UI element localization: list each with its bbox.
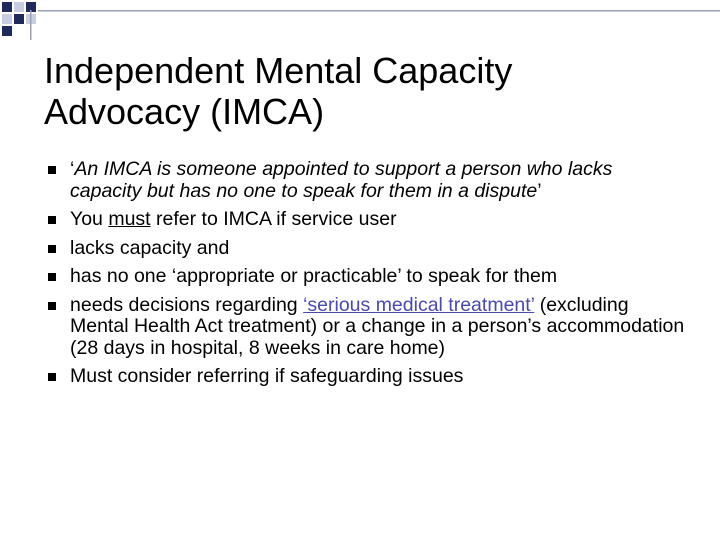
- must-emphasis: must: [108, 208, 151, 230]
- bullet-no-one: [48, 266, 688, 288]
- definition-text: An IMCA is someone appointed to support a person who lacks capacity but has no one to speak for them in a dispute: [70, 158, 613, 202]
- slide-title: [44, 50, 684, 132]
- close-quote: ’: [537, 179, 542, 202]
- deco-square-dark: [14, 14, 24, 24]
- bullet-square-icon: [48, 245, 56, 253]
- no-one-text: has no one ‘appropriate or practicable’ to speak for them: [70, 265, 558, 287]
- bullet-square-icon: [48, 216, 56, 224]
- deco-square-light: [14, 2, 24, 12]
- bullet-square-icon: [48, 166, 56, 174]
- bullet-list: [48, 159, 688, 395]
- bullet-decisions: [48, 295, 688, 360]
- corner-decoration: [0, 0, 720, 40]
- bullet-safeguarding: [48, 366, 688, 388]
- bullet-lacks-capacity: [48, 238, 688, 260]
- bullet-square-icon: [48, 273, 56, 281]
- decisions-post: (excluding Mental Health Act treatment) or a change in a person’s accommodation (28 days in hospital, 8 weeks in care home): [70, 293, 685, 359]
- must-refer-post: refer to IMCA if service user: [150, 208, 397, 230]
- bullet-definition: [48, 159, 688, 202]
- decisions-pre: needs decisions regarding: [70, 293, 304, 316]
- deco-square-dark: [2, 2, 12, 12]
- title-line-1: Independent Mental Capacity: [44, 50, 513, 91]
- bullet-must-refer: [48, 209, 688, 231]
- deco-square-dark: [2, 26, 12, 36]
- must-refer-pre: You: [70, 208, 109, 230]
- deco-rule: [38, 10, 720, 12]
- deco-rule-vertical: [30, 10, 32, 40]
- deco-square-light: [2, 14, 12, 24]
- open-quote: ‘: [70, 158, 75, 180]
- serious-medical-treatment-link[interactable]: ‘serious medical treatment’: [303, 293, 535, 316]
- bullet-square-icon: [48, 302, 56, 310]
- bullet-square-icon: [48, 373, 56, 381]
- safeguarding-text: Must consider referring if safeguarding issues: [70, 365, 464, 387]
- title-line-2: Advocacy (IMCA): [44, 91, 325, 132]
- lacks-capacity-text: lacks capacity and: [70, 236, 230, 259]
